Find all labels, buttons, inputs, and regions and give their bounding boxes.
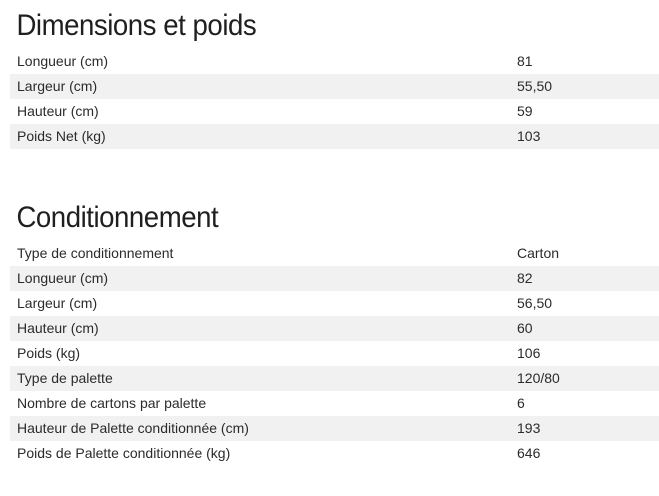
- table-row: [10, 99, 659, 124]
- row-value: 55,50: [510, 74, 659, 99]
- table-row: [10, 416, 659, 441]
- row-value: Carton: [517, 245, 560, 261]
- table-row: [10, 366, 659, 391]
- row-label: Poids de Palette conditionnée (kg): [17, 445, 231, 461]
- row-label: Longueur (cm): [17, 53, 109, 69]
- packaging-title: Conditionnement: [16, 201, 219, 234]
- dimensions-section: [10, 0, 659, 149]
- row-label: Type de conditionnement: [17, 245, 174, 261]
- dimensions-title: Dimensions et poids: [16, 9, 257, 42]
- row-label: Hauteur (cm): [17, 103, 99, 119]
- table-row: [10, 266, 659, 291]
- row-label: Largeur (cm): [10, 74, 510, 99]
- row-value: 120/80: [510, 366, 659, 391]
- table-row: [10, 391, 659, 416]
- table-row: [10, 124, 659, 149]
- row-label: Nombre de cartons par palette: [17, 395, 207, 411]
- row-label: Largeur (cm): [17, 295, 98, 311]
- row-label: Longueur (cm): [10, 266, 510, 291]
- row-label: Hauteur (cm): [10, 316, 510, 341]
- row-value: 82: [510, 266, 659, 291]
- table-row: [10, 341, 659, 366]
- table-row: [10, 316, 659, 341]
- row-value: 103: [510, 124, 659, 149]
- row-label: Poids (kg): [17, 345, 81, 361]
- table-row: [10, 74, 659, 99]
- table-row: [10, 241, 659, 266]
- packaging-section: [10, 192, 659, 466]
- packaging-table: [10, 241, 659, 466]
- row-value: 6: [517, 395, 525, 411]
- dimensions-table: [10, 49, 659, 149]
- row-value: 646: [517, 445, 541, 461]
- row-label: Poids Net (kg): [10, 124, 510, 149]
- row-value: 106: [517, 345, 541, 361]
- row-value: 59: [517, 103, 533, 119]
- table-row: [10, 291, 659, 316]
- row-label: Type de palette: [10, 366, 510, 391]
- table-row: [10, 49, 659, 74]
- row-value: 193: [510, 416, 659, 441]
- row-value: 81: [517, 53, 533, 69]
- row-value: 56,50: [517, 295, 553, 311]
- row-label: Hauteur de Palette conditionnée (cm): [10, 416, 510, 441]
- row-value: 60: [510, 316, 659, 341]
- table-row: [10, 441, 659, 466]
